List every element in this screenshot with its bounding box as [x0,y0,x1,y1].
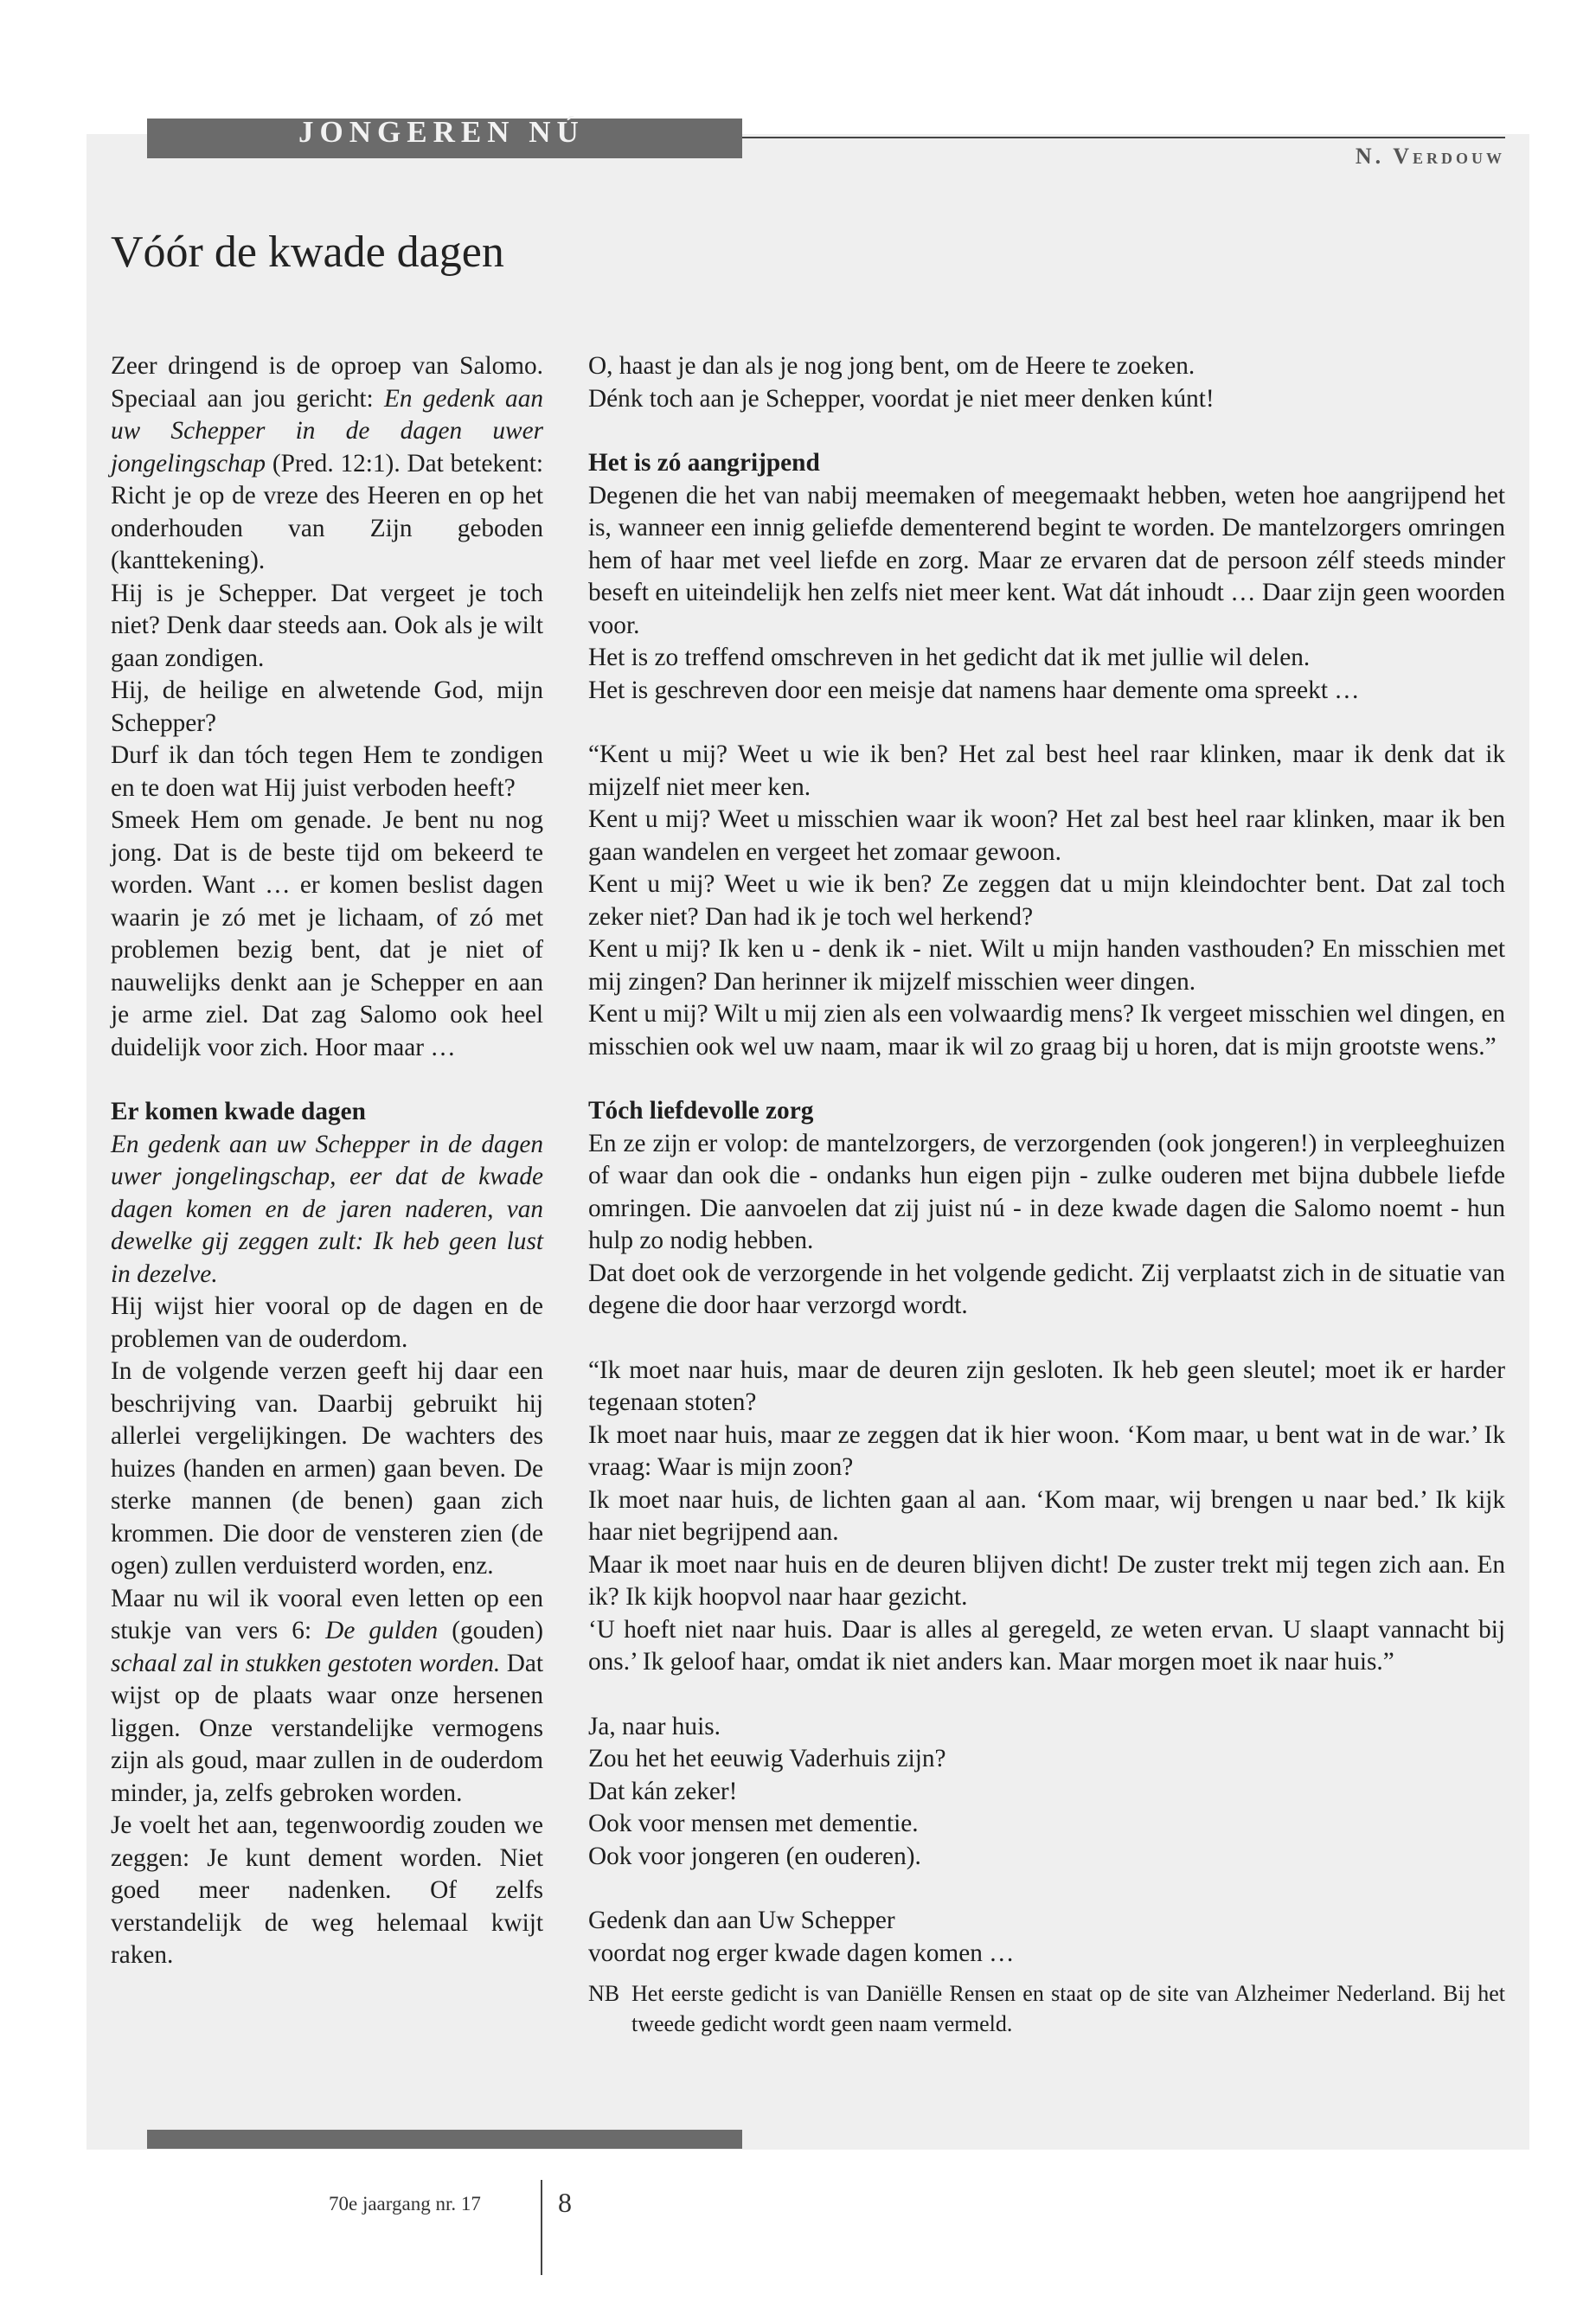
paragraph: In de volgende verzen geeft hij daar een beschrijving van. Daarbij gebruikt hij allerlei vergelijkingen. De wachters des huizes (handen en armen) gaan beven. De sterke mannen (de benen) gaan zich krommen. Die door de vensteren zien (de ogen) zullen verduisterd worden, enz. [111,1357,543,1580]
section-heading: Er komen kwade dagen [111,1098,366,1125]
poem-line: Ik moet naar huis, maar ze zeggen dat ik hier woon. ‘Kom maar, u bent wat in de war.’ Ik vraag: Waar is mijn zoon? [588,1420,1505,1481]
rubric-title: JONGEREN NÚ [298,115,585,149]
footnote-text: Het eerste gedicht is van Daniëlle Rensen en staat op de site van Alzheimer Nederland. Bij het tweede gedicht wordt geen naam vermeld. [631,1981,1505,2036]
paragraph: Dat doet ook de verzorgende in het volgende gedicht. Zij verplaatst zich in de situatie van degene die door haar verzorgd wordt. [588,1259,1505,1319]
page-number: 8 [558,2187,572,2218]
footnote-label: NB [588,1981,620,2006]
poem-line: “Kent u mij? Weet u wie ik ben? Het zal best heel raar klinken, maar ik denk dat ik mijzelf niet meer ken. [588,740,1505,801]
left-column [111,350,543,1972]
paragraph: O, haast je dan als je nog jong bent, om de Heere te zoeken. [588,352,1195,380]
paragraph: Degenen die het van nabij meemaken of meegemaakt hebben, weten hoe aangrijpend het is, wanneer een innig geliefde dementerend begint te worden. De mantelzorgers omringen hem of haar met veel liefde en zorg. Maar ze ervaren dat de persoon zélf steeds minder beseft en uiteindelijk hen zelfs niet meer kent. Wat dát inhoudt … Daar zijn geen woorden voor. [588,481,1505,639]
footer-bar [147,2130,742,2149]
author-name: N. Verdouw [1355,144,1505,169]
paragraph: Smeek Hem om genade. Je bent nu nog jong. Dat is de beste tijd om bekeerd te worden. Want … er komen beslist dagen waarin je zó met je lichaam, of zó met problemen bezig bent, dat je niet of nauwelijks denkt aan je Schepper en aan je arme ziel. Dat zag Salomo ook heel duidelijk voor zich. Hoor maar … [111,806,543,1061]
text: Zeer dringend is de oproep van Salomo. Speciaal aan jou gericht: [111,352,543,413]
closing-line: voordat nog erger kwade dagen komen … [588,1939,1015,1967]
article-title: Vóór de kwade dagen [111,228,504,277]
poem-line: Kent u mij? Ik ken u - denk ik - niet. Wilt u mijn handen vasthouden? En misschien met mij zingen? Dan herinner ik mijzelf misschien weer dingen. [588,935,1505,996]
issue-info: 70e jaargang nr. 17 [329,2193,481,2214]
closing-line: Ja, naar huis. [588,1712,721,1740]
text: Maar nu wil ik vooral even letten op een stukje van vers 6: [111,1584,543,1644]
poem-line: Kent u mij? Weet u wie ik ben? Ze zeggen dat u mijn kleindochter bent. Dat zal toch zeker niet? Dan had ik je toch wel herkend? [588,870,1505,931]
closing-line: Zou het het eeuwig Vaderhuis zijn? [588,1745,946,1772]
poem-line: Kent u mij? Weet u misschien waar ik woon? Het zal best heel raar klinken, maar ik ben gaan wandelen en vergeet het zomaar gewoon. [588,805,1505,866]
bible-quote: De gulden [325,1617,439,1644]
footnote [588,1978,1505,2039]
poem-line: Kent u mij? Wilt u mij zien als een volwaardig mens? Ik vergeet misschien wel dingen, en misschien ook wel uw naam, maar ik wil zo graag bij u horen, dat is mijn grootste wens.” [588,1000,1505,1061]
section-heading: Het is zó aangrijpend [588,449,820,477]
closing-line: Ook voor jongeren (en ouderen). [588,1842,921,1870]
right-column [588,350,1505,2039]
paragraph: Je voelt het aan, tegenwoordig zouden we zeggen: Je kunt dement worden. Niet goed meer nadenken. Of zelfs verstandelijk de weg helemaal kwijt raken. [111,1811,543,1969]
footer-divider [541,2180,542,2275]
closing-line: Ook voor mensen met dementie. [588,1810,919,1837]
paragraph: Hij wijst hier vooral op de dagen en de problemen van de ouderdom. [111,1292,543,1353]
paragraph: Het is zo treffend omschreven in het gedicht dat ik met jullie wil delen. [588,644,1311,671]
paragraph: Durf ik dan tóch tegen Hem te zondigen en te doen wat Hij juist verboden heeft? [111,741,543,802]
poem-line: ‘U hoeft niet naar huis. Daar is alles al geregeld, ze weten ervan. U slaapt vannacht bij ons.’ Ik geloof haar, omdat ik niet anders kan. Maar morgen moet ik naar huis.” [588,1615,1505,1676]
paragraph [111,350,543,578]
paragraph: Dénk toch aan je Schepper, voordat je niet meer denken kúnt! [588,384,1215,413]
bible-quote: schaal zal in stukken gestoten worden. [111,1649,501,1677]
text: (Pred. 12:1). Dat betekent: Richt je op de vreze des Heeren en op het onderhouden van Zijn geboden (kanttekening). [111,449,543,574]
text: (gouden) [438,1617,543,1644]
poem-line: “Ik moet naar huis, maar de deuren zijn gesloten. Ik heb geen sleutel; moet ik er harder tegenaan stoten? [588,1356,1505,1416]
section-heading: Tóch liefdevolle zorg [588,1097,814,1125]
poem-line: Maar ik moet naar huis en de deuren blijven dicht! De zuster trekt mij tegen zich aan. En ik? Ik kijk hoopvol naar haar gezicht. [588,1550,1505,1611]
paragraph: Hij, de heilige en alwetende God, mijn Schepper? [111,676,543,737]
paragraph: Hij is je Schepper. Dat vergeet je toch niet? Denk daar steeds aan. Ook als je wilt gaan zondigen. [111,579,543,672]
bible-quote: En gedenk aan uw Schepper in de dagen uwer jongelingschap, eer dat de kwade dagen komen en de jaren naderen, van dewelke gij zeggen zult: Ik heb geen lust in dezelve. [111,1130,543,1288]
paragraph: Het is geschreven door een meisje dat namens haar demente oma spreekt … [588,676,1360,704]
poem-line: Ik moet naar huis, de lichten gaan al aan. ‘Kom maar, wij brengen u naar bed.’ Ik kijk haar niet begrijpend aan. [588,1485,1505,1546]
text: Dat wijst op de plaats waar onze hersenen liggen. Onze verstandelijke vermogens zijn als goud, maar zullen in de ouderdom minder, ja, zelfs gebroken worden. [111,1649,544,1807]
paragraph: En ze zijn er volop: de mantelzorgers, de verzorgenden (ook jongeren!) in verpleeghuizen of waar dan ook die - ondanks hun eigen pijn - zulke ouderen met bijna dubbele liefde omringen. Die aanvoelen dat zij juist nú - in deze kwade dagen die Salomo noemt - hun hulp zo nodig hebben. [588,1129,1505,1254]
paragraph [111,1583,543,1811]
bible-quote: En gedenk aan uw Schepper in de dagen uwer jongelingschap [111,384,543,478]
closing-line: Gedenk dan aan Uw Schepper [588,1907,895,1934]
closing-line: Dat kán zeker! [588,1777,738,1805]
